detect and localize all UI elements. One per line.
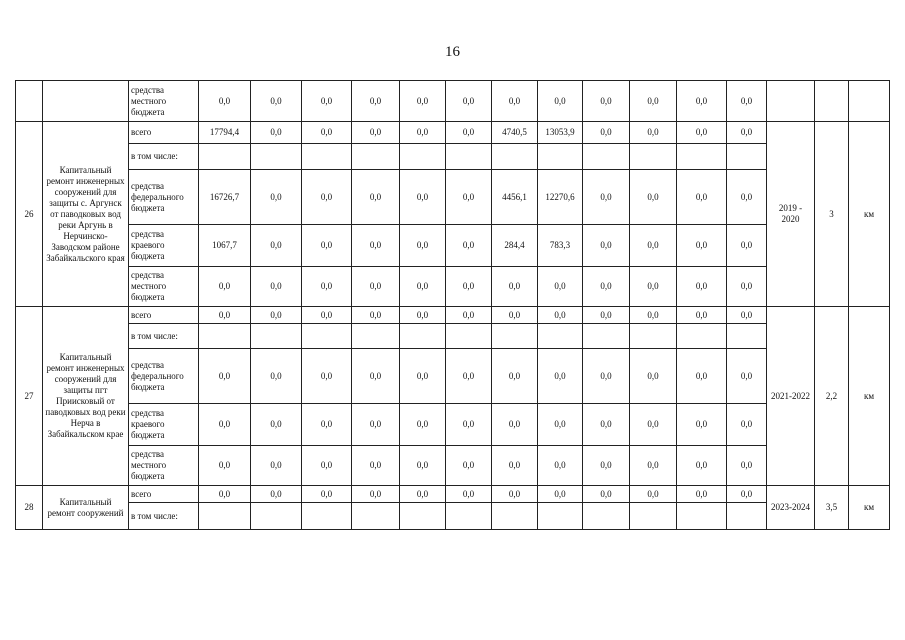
amount-cell: 0,0	[251, 225, 302, 267]
amount-cell	[677, 503, 727, 530]
amount-cell	[400, 503, 446, 530]
amount-cell: 0,0	[352, 446, 400, 486]
amount-cell	[199, 144, 251, 170]
amount-cell: 0,0	[630, 486, 677, 503]
amount-cell	[492, 324, 538, 349]
amount-cell	[538, 144, 583, 170]
amount-cell	[630, 324, 677, 349]
table-row	[16, 404, 890, 446]
amount-cell: 0,0	[630, 307, 677, 324]
amount-cell: 0,0	[302, 307, 352, 324]
amount-cell: 783,3	[538, 225, 583, 267]
amount-cell: 0,0	[727, 267, 767, 307]
amount-cell: 0,0	[446, 404, 492, 446]
amount-cell	[538, 324, 583, 349]
table-row	[16, 446, 890, 486]
amount-cell: 0,0	[538, 81, 583, 122]
table-row	[16, 307, 890, 324]
amount-cell: 0,0	[727, 307, 767, 324]
amount-cell: 0,0	[199, 486, 251, 503]
amount-cell: 0,0	[630, 170, 677, 225]
funding-source: средства местного бюджета	[129, 446, 199, 486]
amount-cell	[251, 503, 302, 530]
table-body	[16, 81, 890, 530]
amount-cell: 0,0	[630, 404, 677, 446]
amount-cell: 0,0	[400, 170, 446, 225]
amount-cell: 1067,7	[199, 225, 251, 267]
amount-cell: 0,0	[677, 170, 727, 225]
funding-source: средства федерального бюджета	[129, 170, 199, 225]
table-row	[16, 503, 890, 530]
amount-cell: 0,0	[677, 267, 727, 307]
amount-cell: 0,0	[583, 81, 630, 122]
amount-cell: 0,0	[583, 349, 630, 404]
amount-cell: 12270,6	[538, 170, 583, 225]
implementation-years: 2023-2024	[767, 486, 815, 530]
amount-cell: 0,0	[677, 349, 727, 404]
amount-cell: 0,0	[538, 404, 583, 446]
amount-cell: 0,0	[538, 349, 583, 404]
amount-cell: 0,0	[630, 267, 677, 307]
amount-cell: 0,0	[630, 225, 677, 267]
funding-source: средства местного бюджета	[129, 81, 199, 122]
amount-cell: 0,0	[446, 122, 492, 144]
amount-cell: 0,0	[400, 349, 446, 404]
amount-cell	[352, 324, 400, 349]
amount-cell: 0,0	[251, 170, 302, 225]
amount-cell: 17794,4	[199, 122, 251, 144]
amount-cell	[727, 324, 767, 349]
capacity-value: 3	[815, 122, 849, 307]
table-row	[16, 486, 890, 503]
amount-cell: 0,0	[630, 81, 677, 122]
funding-source: всего	[129, 486, 199, 503]
amount-cell: 0,0	[677, 404, 727, 446]
amount-cell	[492, 503, 538, 530]
amount-cell	[446, 503, 492, 530]
amount-cell: 0,0	[251, 349, 302, 404]
amount-cell	[630, 144, 677, 170]
amount-cell: 0,0	[400, 267, 446, 307]
amount-cell: 0,0	[251, 122, 302, 144]
amount-cell	[302, 503, 352, 530]
table-row	[16, 349, 890, 404]
amount-cell: 0,0	[302, 170, 352, 225]
amount-cell: 0,0	[199, 446, 251, 486]
amount-cell: 0,0	[446, 267, 492, 307]
amount-cell	[400, 324, 446, 349]
funding-source: всего	[129, 122, 199, 144]
row-number: 28	[16, 486, 43, 530]
amount-cell: 0,0	[492, 486, 538, 503]
amount-cell: 0,0	[352, 486, 400, 503]
amount-cell: 0,0	[352, 122, 400, 144]
amount-cell: 0,0	[583, 486, 630, 503]
amount-cell: 0,0	[400, 404, 446, 446]
amount-cell: 0,0	[251, 486, 302, 503]
amount-cell: 0,0	[352, 170, 400, 225]
amount-cell: 0,0	[492, 349, 538, 404]
capacity-value: 2,2	[815, 307, 849, 486]
amount-cell: 0,0	[492, 446, 538, 486]
amount-cell: 0,0	[583, 404, 630, 446]
object-name	[43, 81, 129, 122]
amount-cell	[446, 324, 492, 349]
capacity-value	[815, 81, 849, 122]
amount-cell: 0,0	[251, 404, 302, 446]
amount-cell: 0,0	[446, 446, 492, 486]
amount-cell: 0,0	[538, 267, 583, 307]
amount-cell: 0,0	[400, 486, 446, 503]
amount-cell: 0,0	[677, 486, 727, 503]
amount-cell	[538, 503, 583, 530]
amount-cell: 0,0	[400, 307, 446, 324]
amount-cell: 0,0	[446, 170, 492, 225]
amount-cell	[446, 144, 492, 170]
amount-cell: 0,0	[199, 404, 251, 446]
amount-cell	[302, 324, 352, 349]
amount-cell	[583, 324, 630, 349]
amount-cell: 13053,9	[538, 122, 583, 144]
capacity-unit: км	[849, 486, 890, 530]
object-name: Капитальный ремонт сооружений	[43, 486, 129, 530]
amount-cell: 0,0	[583, 122, 630, 144]
capacity-value: 3,5	[815, 486, 849, 530]
amount-cell: 0,0	[352, 349, 400, 404]
amount-cell	[583, 503, 630, 530]
amount-cell: 0,0	[538, 486, 583, 503]
amount-cell: 0,0	[352, 307, 400, 324]
amount-cell: 0,0	[199, 307, 251, 324]
table-row	[16, 170, 890, 225]
amount-cell: 4740,5	[492, 122, 538, 144]
implementation-years: 2019 - 2020	[767, 122, 815, 307]
amount-cell: 0,0	[677, 122, 727, 144]
amount-cell: 0,0	[727, 170, 767, 225]
amount-cell: 0,0	[199, 267, 251, 307]
amount-cell: 0,0	[352, 81, 400, 122]
capacity-unit: км	[849, 122, 890, 307]
amount-cell: 0,0	[492, 307, 538, 324]
amount-cell: 0,0	[199, 349, 251, 404]
amount-cell	[492, 144, 538, 170]
table-row	[16, 324, 890, 349]
amount-cell: 0,0	[677, 81, 727, 122]
amount-cell: 0,0	[677, 225, 727, 267]
amount-cell: 0,0	[727, 81, 767, 122]
amount-cell: 16726,7	[199, 170, 251, 225]
amount-cell: 0,0	[446, 225, 492, 267]
amount-cell: 0,0	[583, 225, 630, 267]
amount-cell: 0,0	[352, 267, 400, 307]
amount-cell: 0,0	[492, 81, 538, 122]
amount-cell: 0,0	[302, 486, 352, 503]
page-number: 16	[445, 44, 460, 60]
funding-source: в том числе:	[129, 144, 199, 170]
amount-cell: 0,0	[677, 446, 727, 486]
amount-cell: 0,0	[446, 349, 492, 404]
funding-source: всего	[129, 307, 199, 324]
amount-cell: 0,0	[727, 122, 767, 144]
amount-cell: 0,0	[583, 267, 630, 307]
amount-cell: 0,0	[352, 225, 400, 267]
implementation-years	[767, 81, 815, 122]
funding-source: средства местного бюджета	[129, 267, 199, 307]
amount-cell: 0,0	[302, 446, 352, 486]
amount-cell: 0,0	[302, 349, 352, 404]
funding-source: в том числе:	[129, 324, 199, 349]
amount-cell	[302, 144, 352, 170]
object-name: Капитальный ремонт инженерных сооружений для защиты с. Аргунск от паводковых вод реки Аргунь в Нерчинско-Заводском районе Забайкальского края	[43, 122, 129, 307]
amount-cell: 0,0	[677, 307, 727, 324]
capacity-unit: км	[849, 307, 890, 486]
amount-cell: 0,0	[400, 81, 446, 122]
amount-cell: 0,0	[400, 122, 446, 144]
amount-cell	[677, 144, 727, 170]
amount-cell: 4456,1	[492, 170, 538, 225]
amount-cell: 0,0	[302, 267, 352, 307]
object-name: Капитальный ремонт инженерных сооружений для защиты пгт Приисковый от паводковых вод реки Нерча в Забайкальском крае	[43, 307, 129, 486]
funding-source: средства краевого бюджета	[129, 225, 199, 267]
amount-cell: 0,0	[492, 404, 538, 446]
amount-cell: 0,0	[492, 267, 538, 307]
amount-cell	[400, 144, 446, 170]
amount-cell: 0,0	[727, 486, 767, 503]
amount-cell	[199, 324, 251, 349]
amount-cell	[727, 503, 767, 530]
amount-cell: 0,0	[727, 404, 767, 446]
amount-cell: 0,0	[199, 81, 251, 122]
amount-cell	[352, 144, 400, 170]
amount-cell: 0,0	[583, 446, 630, 486]
table-row	[16, 144, 890, 170]
amount-cell: 0,0	[446, 486, 492, 503]
amount-cell: 0,0	[583, 307, 630, 324]
amount-cell	[583, 144, 630, 170]
amount-cell: 0,0	[538, 446, 583, 486]
amount-cell: 0,0	[302, 404, 352, 446]
amount-cell: 0,0	[446, 307, 492, 324]
amount-cell: 0,0	[727, 446, 767, 486]
table-row	[16, 122, 890, 144]
amount-cell: 0,0	[352, 404, 400, 446]
table-row	[16, 225, 890, 267]
row-number: 27	[16, 307, 43, 486]
row-number	[16, 81, 43, 122]
amount-cell: 0,0	[302, 81, 352, 122]
row-number: 26	[16, 122, 43, 307]
amount-cell: 0,0	[583, 170, 630, 225]
amount-cell: 0,0	[251, 307, 302, 324]
amount-cell: 0,0	[302, 122, 352, 144]
amount-cell	[251, 324, 302, 349]
amount-cell: 0,0	[251, 81, 302, 122]
amount-cell: 0,0	[630, 349, 677, 404]
amount-cell: 0,0	[446, 81, 492, 122]
amount-cell	[199, 503, 251, 530]
amount-cell	[677, 324, 727, 349]
amount-cell: 0,0	[630, 446, 677, 486]
amount-cell	[630, 503, 677, 530]
amount-cell	[251, 144, 302, 170]
amount-cell	[727, 144, 767, 170]
implementation-years: 2021-2022	[767, 307, 815, 486]
amount-cell: 284,4	[492, 225, 538, 267]
funding-source: средства федерального бюджета	[129, 349, 199, 404]
capacity-unit	[849, 81, 890, 122]
budget-table	[15, 80, 890, 530]
amount-cell: 0,0	[251, 446, 302, 486]
amount-cell: 0,0	[302, 225, 352, 267]
amount-cell	[352, 503, 400, 530]
table-row	[16, 267, 890, 307]
table-row	[16, 81, 890, 122]
amount-cell: 0,0	[538, 307, 583, 324]
amount-cell: 0,0	[400, 446, 446, 486]
amount-cell: 0,0	[251, 267, 302, 307]
amount-cell: 0,0	[727, 349, 767, 404]
amount-cell: 0,0	[400, 225, 446, 267]
amount-cell: 0,0	[630, 122, 677, 144]
funding-source: в том числе:	[129, 503, 199, 530]
amount-cell: 0,0	[727, 225, 767, 267]
funding-source: средства краевого бюджета	[129, 404, 199, 446]
